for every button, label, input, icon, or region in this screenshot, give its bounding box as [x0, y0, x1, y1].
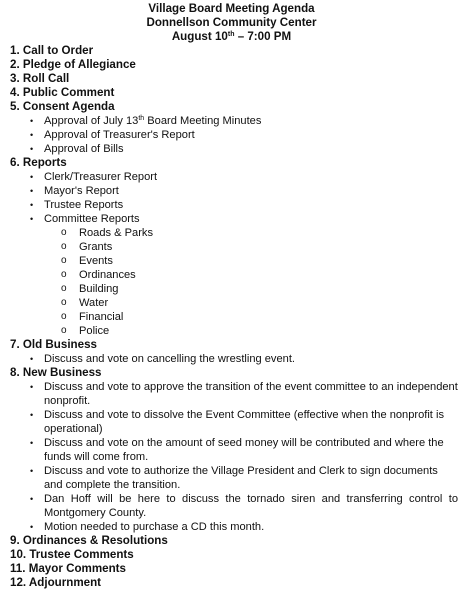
section-pledge: 2. Pledge of Allegiance	[10, 58, 136, 71]
bullet-icon: •	[30, 438, 34, 448]
report-item	[10, 212, 458, 226]
new-business-text: Discuss and vote on the amount of seed money will be contributed and where the funds will come from.	[44, 437, 444, 463]
bullet-icon: •	[30, 116, 34, 126]
date-ordinal: th	[227, 31, 235, 38]
committee-label: Building	[79, 283, 119, 295]
new-business-item	[10, 492, 458, 520]
new-business-item	[10, 380, 458, 408]
new-business-item	[10, 520, 458, 534]
agenda-location: Donnellson Community Center	[146, 16, 317, 29]
section-ordinances-resolutions: 9. Ordinances & Resolutions	[10, 534, 168, 547]
report-trustee: Trustee Reports	[44, 199, 124, 211]
date-suffix: – 7:00 PM	[234, 30, 292, 43]
circle-bullet-icon: o	[61, 297, 67, 308]
old-business-text: Discuss and vote on cancelling the wrestling event.	[44, 353, 295, 365]
circle-bullet-icon: o	[61, 311, 67, 322]
report-item	[10, 184, 458, 198]
committee-label: Water	[79, 297, 109, 309]
committee-item	[10, 226, 458, 240]
section-mayor-comments: 11. Mayor Comments	[10, 562, 126, 575]
section-old-business: 7. Old Business	[10, 338, 97, 351]
bullet-icon: •	[30, 466, 34, 476]
bullet-icon: •	[30, 186, 34, 196]
consent-item	[10, 114, 458, 128]
section-trustee-comments: 10. Trustee Comments	[10, 548, 134, 561]
committee-item	[10, 296, 458, 310]
circle-bullet-icon: o	[61, 241, 67, 252]
new-business-text: Motion needed to purchase a CD this month.	[44, 521, 265, 533]
old-business-item	[10, 352, 458, 366]
committee-label: Ordinances	[79, 269, 136, 281]
consent-item	[10, 128, 458, 142]
bullet-icon: •	[30, 354, 34, 364]
report-clerk-treasurer: Clerk/Treasurer Report	[44, 171, 158, 183]
section-new-business: 8. New Business	[10, 366, 102, 379]
bullet-icon: •	[30, 130, 34, 140]
committee-label: Financial	[79, 311, 124, 323]
bullet-icon: •	[30, 144, 34, 154]
agenda-title: Village Board Meeting Agenda	[148, 2, 315, 15]
date-prefix: August 10	[171, 30, 228, 43]
section-roll-call: 3. Roll Call	[10, 72, 70, 85]
committee-item	[10, 282, 458, 296]
consent-item	[10, 142, 458, 156]
section-reports: 6. Reports	[10, 156, 67, 169]
circle-bullet-icon: o	[61, 269, 67, 280]
circle-bullet-icon: o	[61, 283, 67, 294]
bullet-icon: •	[30, 382, 34, 392]
committee-item	[10, 268, 458, 282]
consent-item-1-suffix: Board Meeting Minutes	[144, 115, 262, 127]
bullet-icon: •	[30, 494, 34, 504]
committee-item	[10, 310, 458, 324]
circle-bullet-icon: o	[61, 227, 67, 238]
agenda-list	[10, 44, 458, 590]
circle-bullet-icon: o	[61, 255, 67, 266]
section-public-comment: 4. Public Comment	[10, 86, 115, 99]
new-business-text: Dan Hoff will be here to discuss the tornado siren and transferring control to Montgomery County.	[44, 493, 458, 519]
consent-item-1-ordinal: th	[138, 115, 145, 122]
new-business-text: Discuss and vote to approve the transition of the event committee to an independent nonprofit.	[44, 381, 458, 407]
bullet-icon: •	[30, 214, 34, 224]
bullet-icon: •	[30, 200, 34, 210]
bullet-icon: •	[30, 410, 34, 420]
section-call-to-order: 1. Call to Order	[10, 44, 94, 57]
circle-bullet-icon: o	[61, 325, 67, 336]
committee-label: Police	[79, 325, 110, 337]
new-business-item	[10, 408, 458, 436]
report-item	[10, 198, 458, 212]
committee-label: Events	[79, 255, 113, 267]
committee-item	[10, 254, 458, 268]
section-adjournment: 12. Adjournment	[10, 576, 102, 589]
new-business-item	[10, 464, 458, 492]
bullet-icon: •	[30, 522, 34, 532]
committee-label: Grants	[79, 241, 113, 253]
bullet-icon: •	[30, 172, 34, 182]
report-committee: Committee Reports	[44, 213, 140, 225]
agenda-header	[0, 2, 463, 44]
committee-label: Roads & Parks	[79, 227, 153, 239]
consent-item-1-prefix: Approval of July 13	[44, 115, 139, 127]
report-mayor: Mayor's Report	[44, 185, 119, 197]
section-consent-agenda: 5. Consent Agenda	[10, 100, 115, 113]
consent-item-3: Approval of Bills	[44, 143, 124, 155]
new-business-text: Discuss and vote to authorize the Village President and Clerk to sign documents and complete the transition.	[44, 465, 438, 491]
new-business-text: Discuss and vote to dissolve the Event Committee (effective when the nonprofit is operational)	[44, 409, 444, 435]
report-item	[10, 170, 458, 184]
agenda-date	[0, 30, 463, 44]
committee-item	[10, 240, 458, 254]
committee-item	[10, 324, 458, 338]
consent-item-2: Approval of Treasurer's Report	[44, 129, 195, 141]
new-business-item	[10, 436, 458, 464]
